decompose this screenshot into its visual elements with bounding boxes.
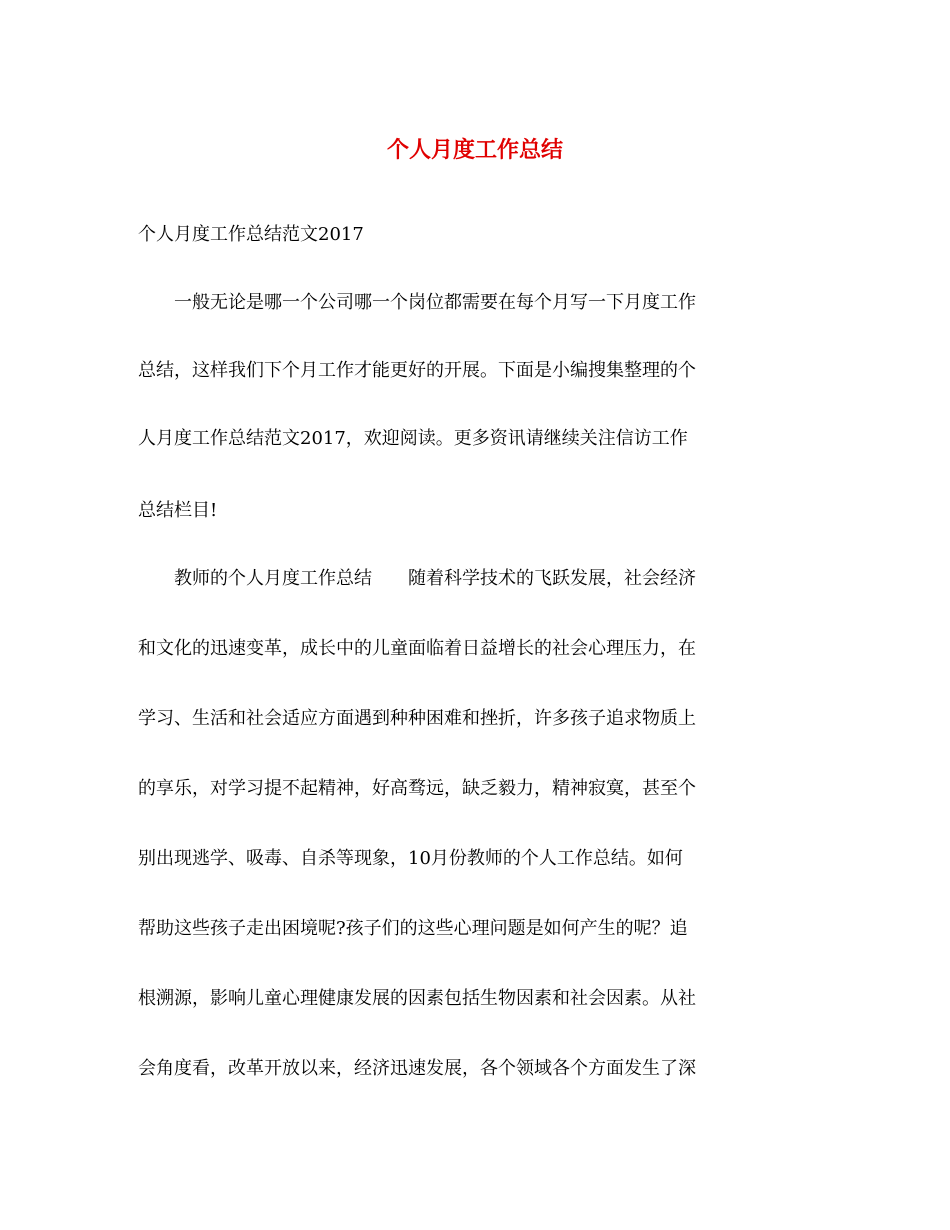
paragraph-line: 总结栏目! [138, 500, 218, 521]
paragraph-line: 和文化的迅速变革，成长中的儿童面临着日益增长的社会心理压力，在 [138, 638, 696, 659]
paragraph-line: 别出现逃学、吸毒、自杀等现象，10月份教师的个人工作总结。如何 [138, 848, 683, 869]
paragraph-line: 人月度工作总结范文2017，欢迎阅读。更多资讯请继续关注信访工作 [138, 428, 688, 449]
paragraph-line: 帮助这些孩子走出困境呢?孩子们的这些心理问题是如何产生的呢？追 [138, 918, 688, 939]
paragraph-line: 总结，这样我们下个月工作才能更好的开展。下面是小编搜集整理的个 [138, 360, 696, 381]
document-title: 个人月度工作总结 [386, 137, 563, 163]
paragraph-line: 学习、生活和社会适应方面遇到种种困难和挫折，许多孩子追求物质上 [138, 708, 696, 729]
document-subtitle: 个人月度工作总结范文2017 [138, 224, 364, 245]
paragraph-line: 教师的个人月度工作总结 随着科学技术的飞跃发展，社会经济 [138, 568, 696, 589]
paragraph-line: 会角度看，改革开放以来，经济迅速发展，各个领域各个方面发生了深 [138, 1058, 696, 1079]
paragraph-line: 的享乐，对学习提不起精神，好高骛远，缺乏毅力，精神寂寞，甚至个 [138, 778, 696, 799]
paragraph-line: 根溯源，影响儿童心理健康发展的因素包括生物因素和社会因素。从社 [138, 988, 696, 1009]
paragraph-line: 一般无论是哪一个公司哪一个岗位都需要在每个月写一下月度工作 [138, 292, 696, 313]
